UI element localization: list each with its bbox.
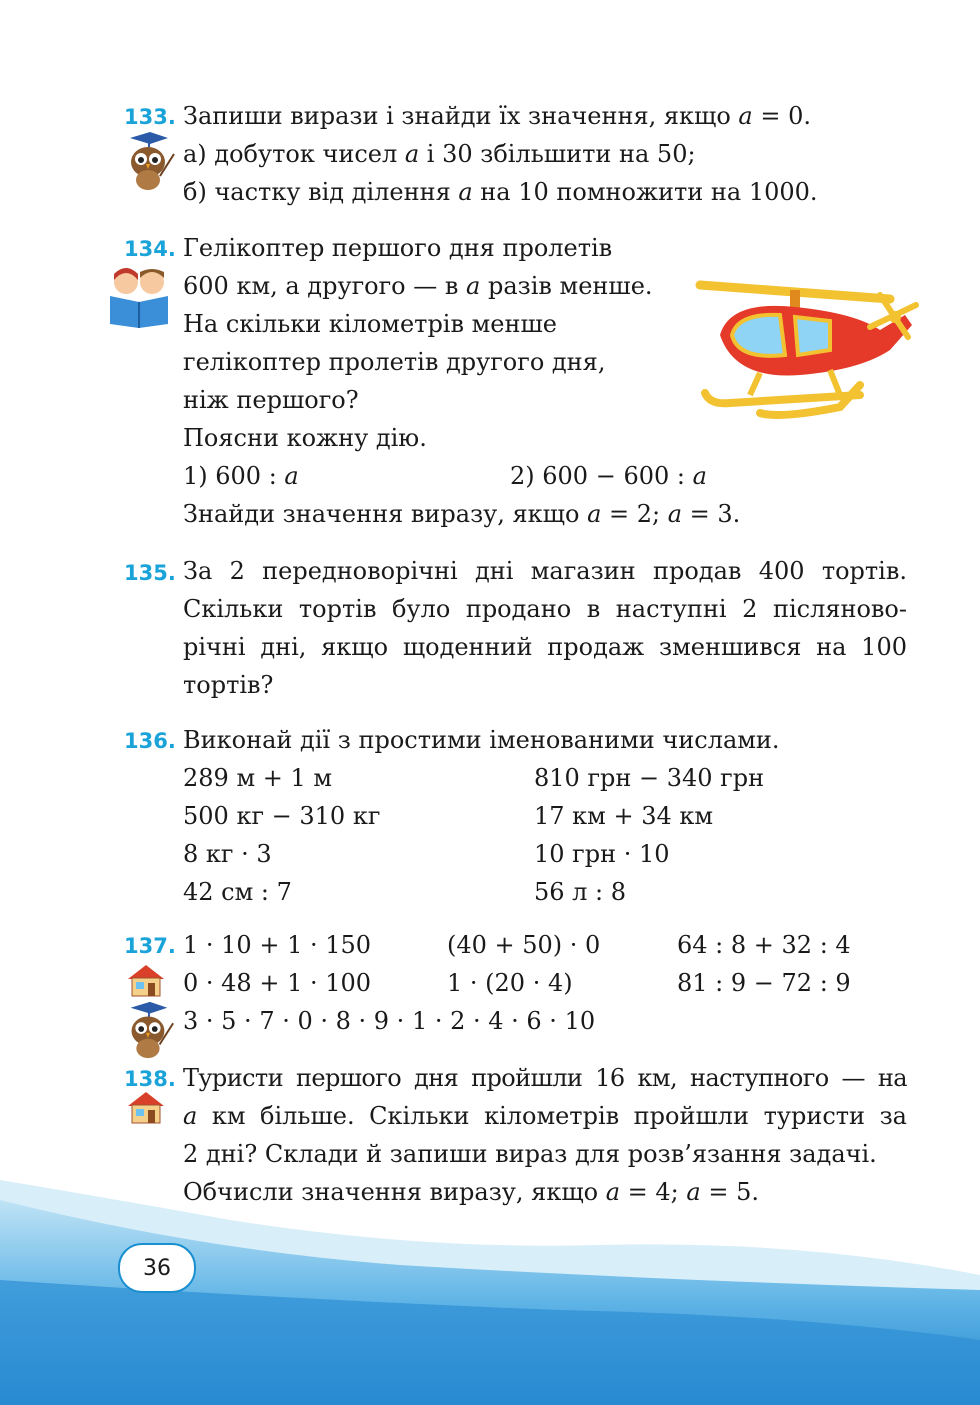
task-text-line: Знайди значення виразу, якщо а = 2; а = 3. [183,500,741,528]
task-text-line: Запиши вирази і знайди їх значення, якщо а = 0. [183,102,811,130]
task-text-line: 2 дні? Склади й запиши вираз для розв’язання задачі. [183,1140,877,1168]
step-1-expression: 1) 600 : а [183,462,299,490]
task-text-line: Виконай дії з простими іменованими числами. [183,726,780,754]
task-number: 136. [124,729,176,753]
step-2-expression: 2) 600 − 600 : а [510,462,707,490]
house-homework-icon [126,963,166,997]
house-homework-icon [126,1090,166,1124]
expression: 64 : 8 + 32 : 4 [677,931,851,959]
task-text-line: За 2 передноворічні дні магазин продав 400 тортів. [183,557,907,585]
expression: 0 · 48 + 1 · 100 [183,969,372,997]
owl-teacher-icon [118,130,176,192]
task-text-line: Туристи першого дня пройшли 16 км, наступного — на [183,1064,907,1092]
owl-teacher-icon [118,1000,176,1060]
page-number: 36 [118,1243,196,1293]
task-text-line: 600 км, а другого — в а разів менше. [183,272,653,300]
expression: 17 км + 34 км [534,802,714,830]
expression: 1 · 10 + 1 · 150 [183,931,372,959]
task-text-line: тортів? [183,671,274,699]
expression: 810 грн − 340 грн [534,764,765,792]
task-number: 137. [124,934,176,958]
task-text-line: Скільки тортів було продано в наступні 2 післяново- [183,595,907,623]
helicopter-icon [690,255,920,425]
task-text-line: На скільки кілометрів менше [183,310,558,338]
task-number: 133. [124,105,176,129]
task-text-line: Обчисли значення виразу, якщо а = 4; а = 5. [183,1178,759,1206]
task-text-line: річні дні, якщо щоденний продаж зменшився на 100 [183,633,907,661]
task-text-line: ніж першого? [183,386,359,414]
expression: (40 + 50) · 0 [447,931,601,959]
task-number: 135. [124,561,176,585]
task-text-line: Гелікоптер першого дня пролетів [183,234,613,262]
expression: 56 л : 8 [534,878,627,906]
children-reading-icon [104,266,174,328]
expression: 42 см : 7 [183,878,292,906]
task-subitem-b: б) частку від ділення а на 10 помножити на 1000. [183,178,818,206]
task-number: 138. [124,1067,176,1091]
task-text-line: Поясни кожну дію. [183,424,427,452]
expression: 10 грн · 10 [534,840,670,868]
task-subitem-a: а) добуток чисел а і 30 збільшити на 50; [183,140,696,168]
task-number: 134. [124,237,176,261]
expression: 3 · 5 · 7 · 0 · 8 · 9 · 1 · 2 · 4 · 6 · 10 [183,1007,596,1035]
expression: 8 кг · 3 [183,840,272,868]
expression: 289 м + 1 м [183,764,333,792]
expression: 500 кг − 310 кг [183,802,381,830]
expression: 1 · (20 · 4) [447,969,573,997]
expression: 81 : 9 − 72 : 9 [677,969,851,997]
task-text-line: а км більше. Скільки кілометрів пройшли туристи за [183,1102,907,1130]
task-text-line: гелікоптер пролетів другого дня, [183,348,606,376]
